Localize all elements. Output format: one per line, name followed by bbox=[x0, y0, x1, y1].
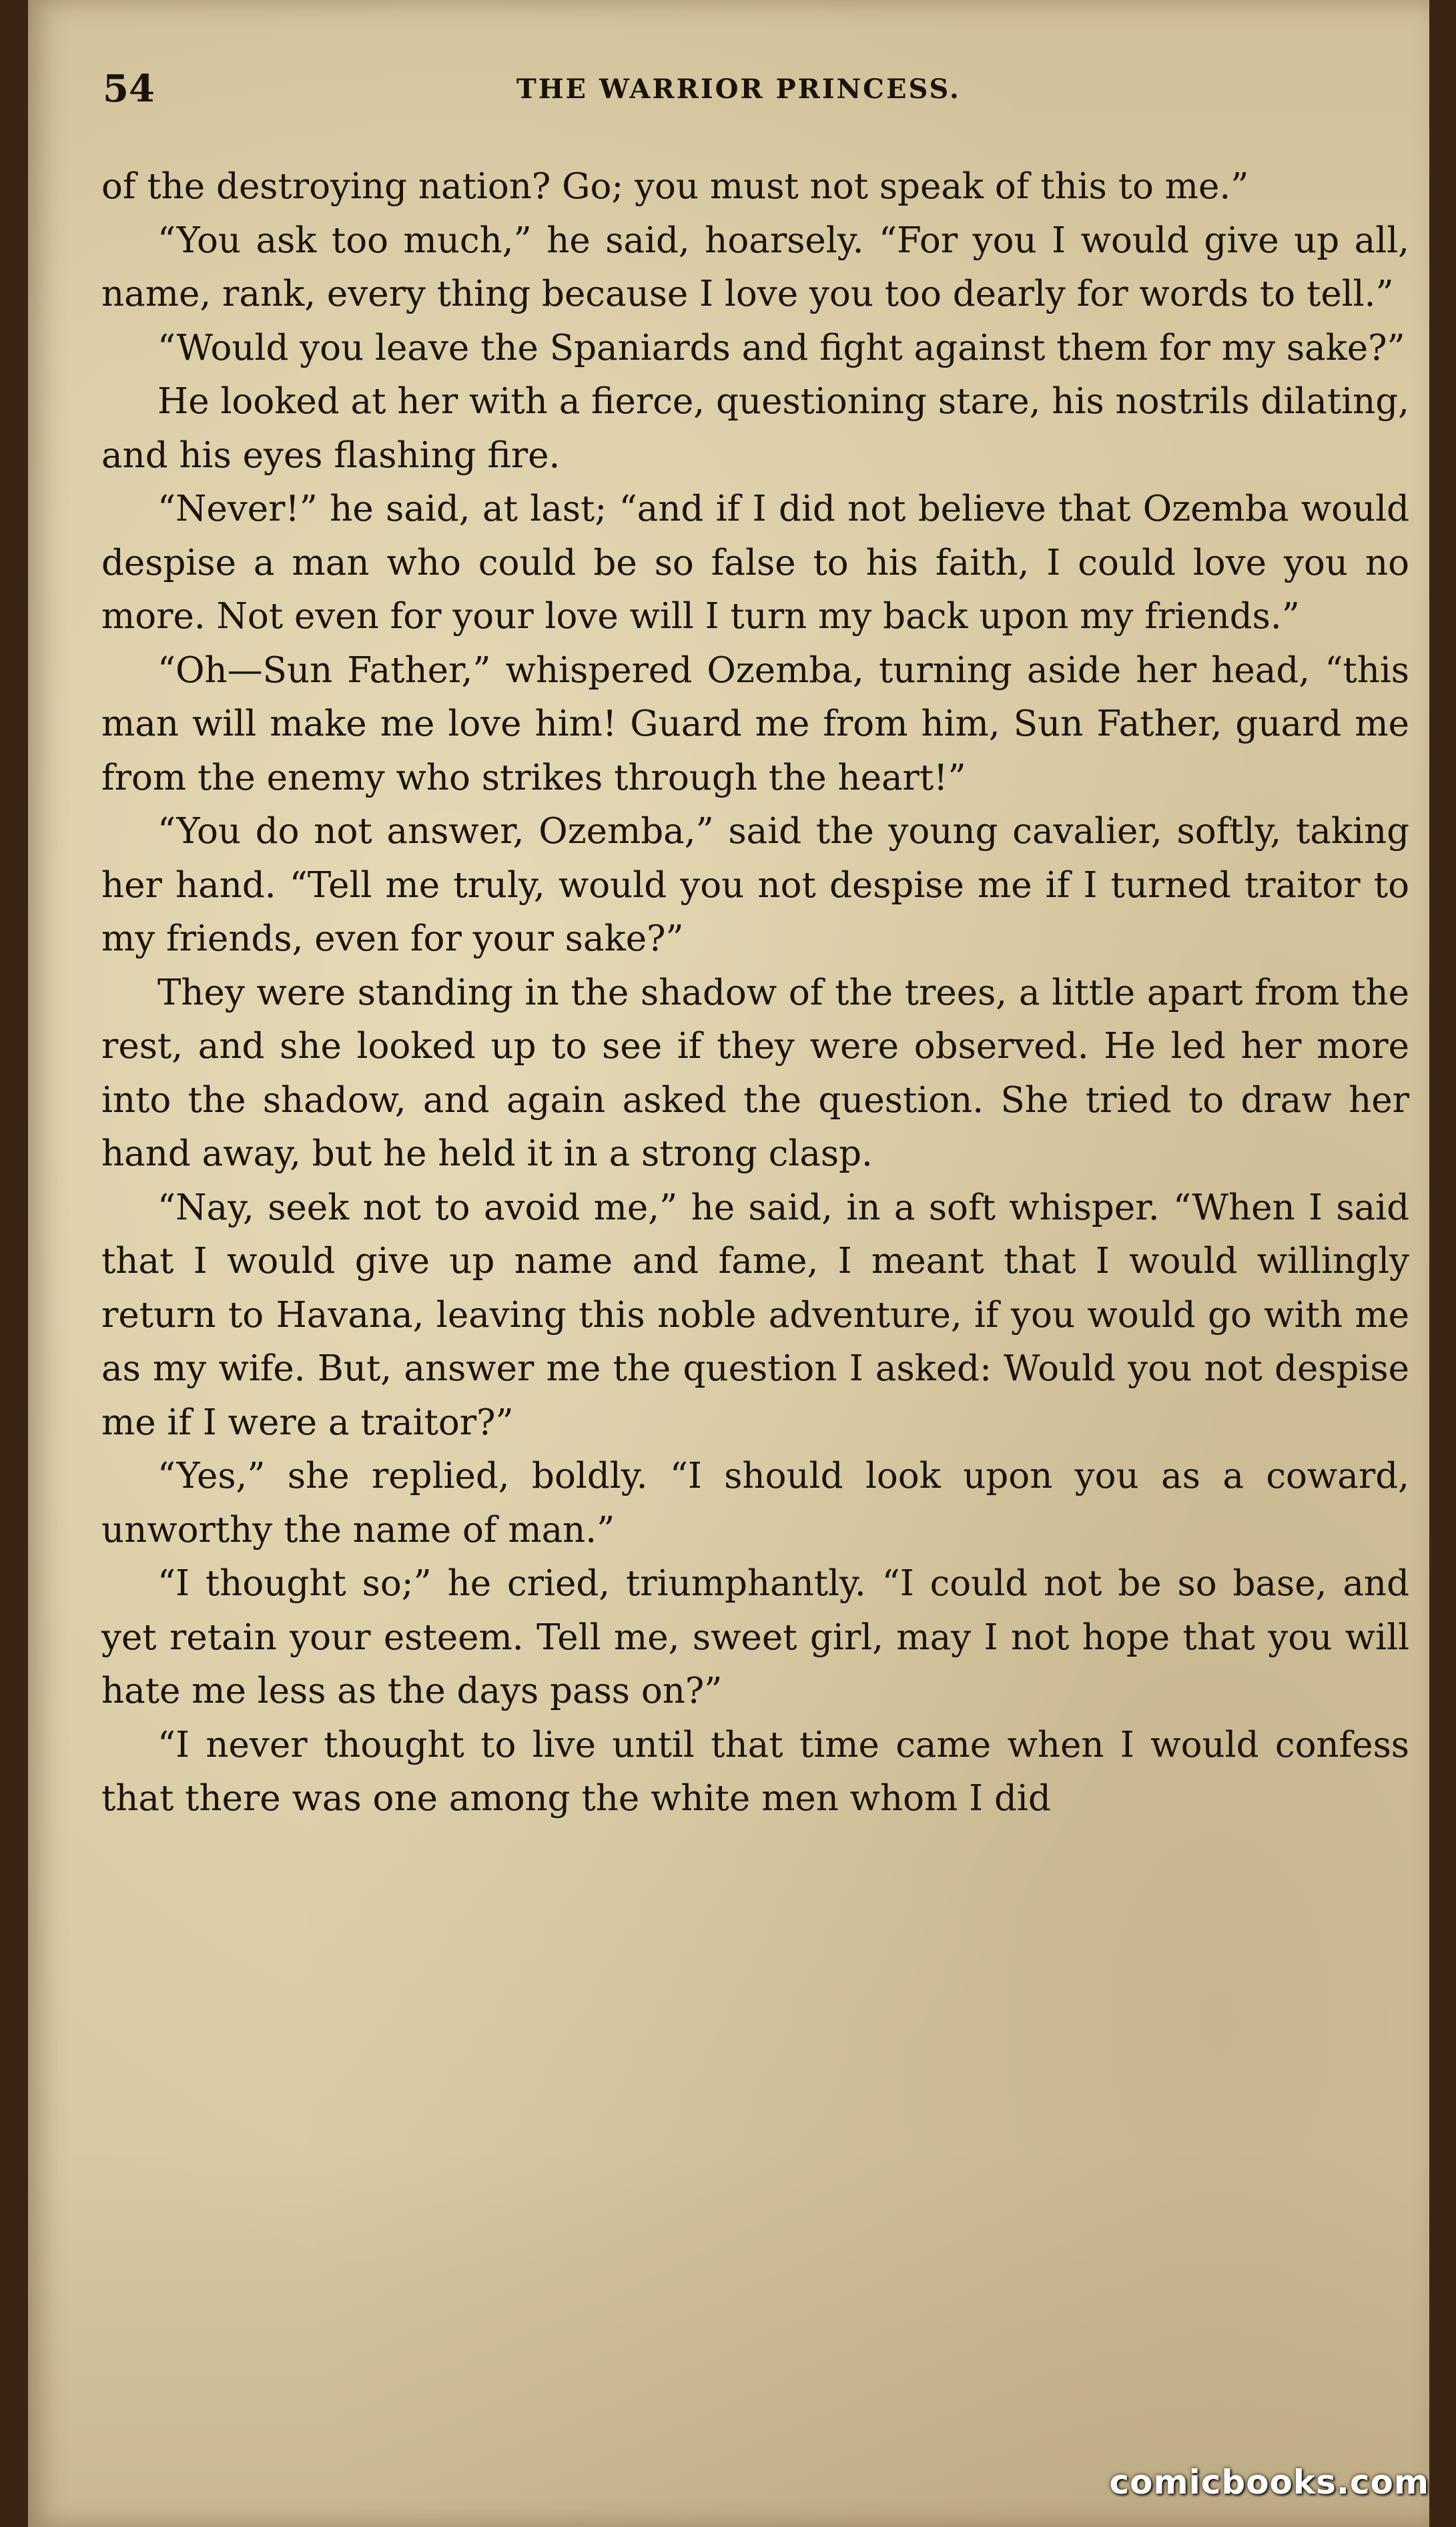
paragraph: “Oh—Sun Father,” whispered Ozemba, turning aside her head, “this man will make me love him! Guard me from him, Sun Father, guard me from the enemy who strikes through the heart!” bbox=[101, 649, 1409, 798]
paragraph: “Nay, seek not to avoid me,” he said, in a soft whisper. “When I said that I would give up name and fame, I meant that I would willingly return to Havana, leaving this noble adventure, if you would go with me as my wife. But, answer me the question I asked: Would you not despise me if I were a traitor?” bbox=[101, 1187, 1409, 1443]
book-page bbox=[28, 0, 1429, 2527]
paragraph: “You do not answer, Ozemba,” said the young cavalier, softly, taking her hand. “Tell me truly, would you not despise me if I turned traitor to my friends, even for your sake?” bbox=[101, 811, 1409, 959]
paragraph: “I never thought to live until that time came when I would confess that there was one among the white men whom I did bbox=[101, 1724, 1409, 1819]
watermark: comicbooks.com bbox=[1109, 2463, 1429, 2502]
body-text bbox=[101, 160, 1409, 1826]
paragraph: “Would you leave the Spaniards and fight against them for my sake?” bbox=[157, 327, 1405, 368]
paragraph: “Never!” he said, at last; “and if I did not believe that Ozemba would despise a man who could be so false to his faith, I could love you no more. Not even for your love will I turn my back upon my friends.” bbox=[101, 489, 1409, 637]
paragraph: He looked at her with a fierce, questioning stare, his nostrils dilating, and his eyes flashing fire. bbox=[101, 381, 1409, 476]
paragraph: “I thought so;” he cried, triumphantly. “I could not be so base, and yet retain your esteem. Tell me, sweet girl, may I not hope that you will hate me less as the days pass on?” bbox=[101, 1563, 1409, 1711]
paragraph: “Yes,” she replied, boldly. “I should look upon you as a coward, unworthy the name of man.” bbox=[101, 1456, 1409, 1551]
page-header bbox=[103, 67, 1411, 113]
paragraph: “You ask too much,” he said, hoarsely. “For you I would give up all, name, rank, every thing because I love you too dearly for words to tell.” bbox=[101, 220, 1409, 314]
running-head: THE WARRIOR PRINCESS. bbox=[516, 73, 961, 105]
paragraph: They were standing in the shadow of the trees, a little apart from the rest, and she looked up to see if they were observed. He led her more into the shadow, and again asked the question. She tried to draw her hand away, but he held it in a strong clasp. bbox=[101, 972, 1409, 1174]
paragraph: of the destroying nation? Go; you must not speak of this to me.” bbox=[101, 166, 1249, 207]
page-number: 54 bbox=[103, 67, 155, 111]
